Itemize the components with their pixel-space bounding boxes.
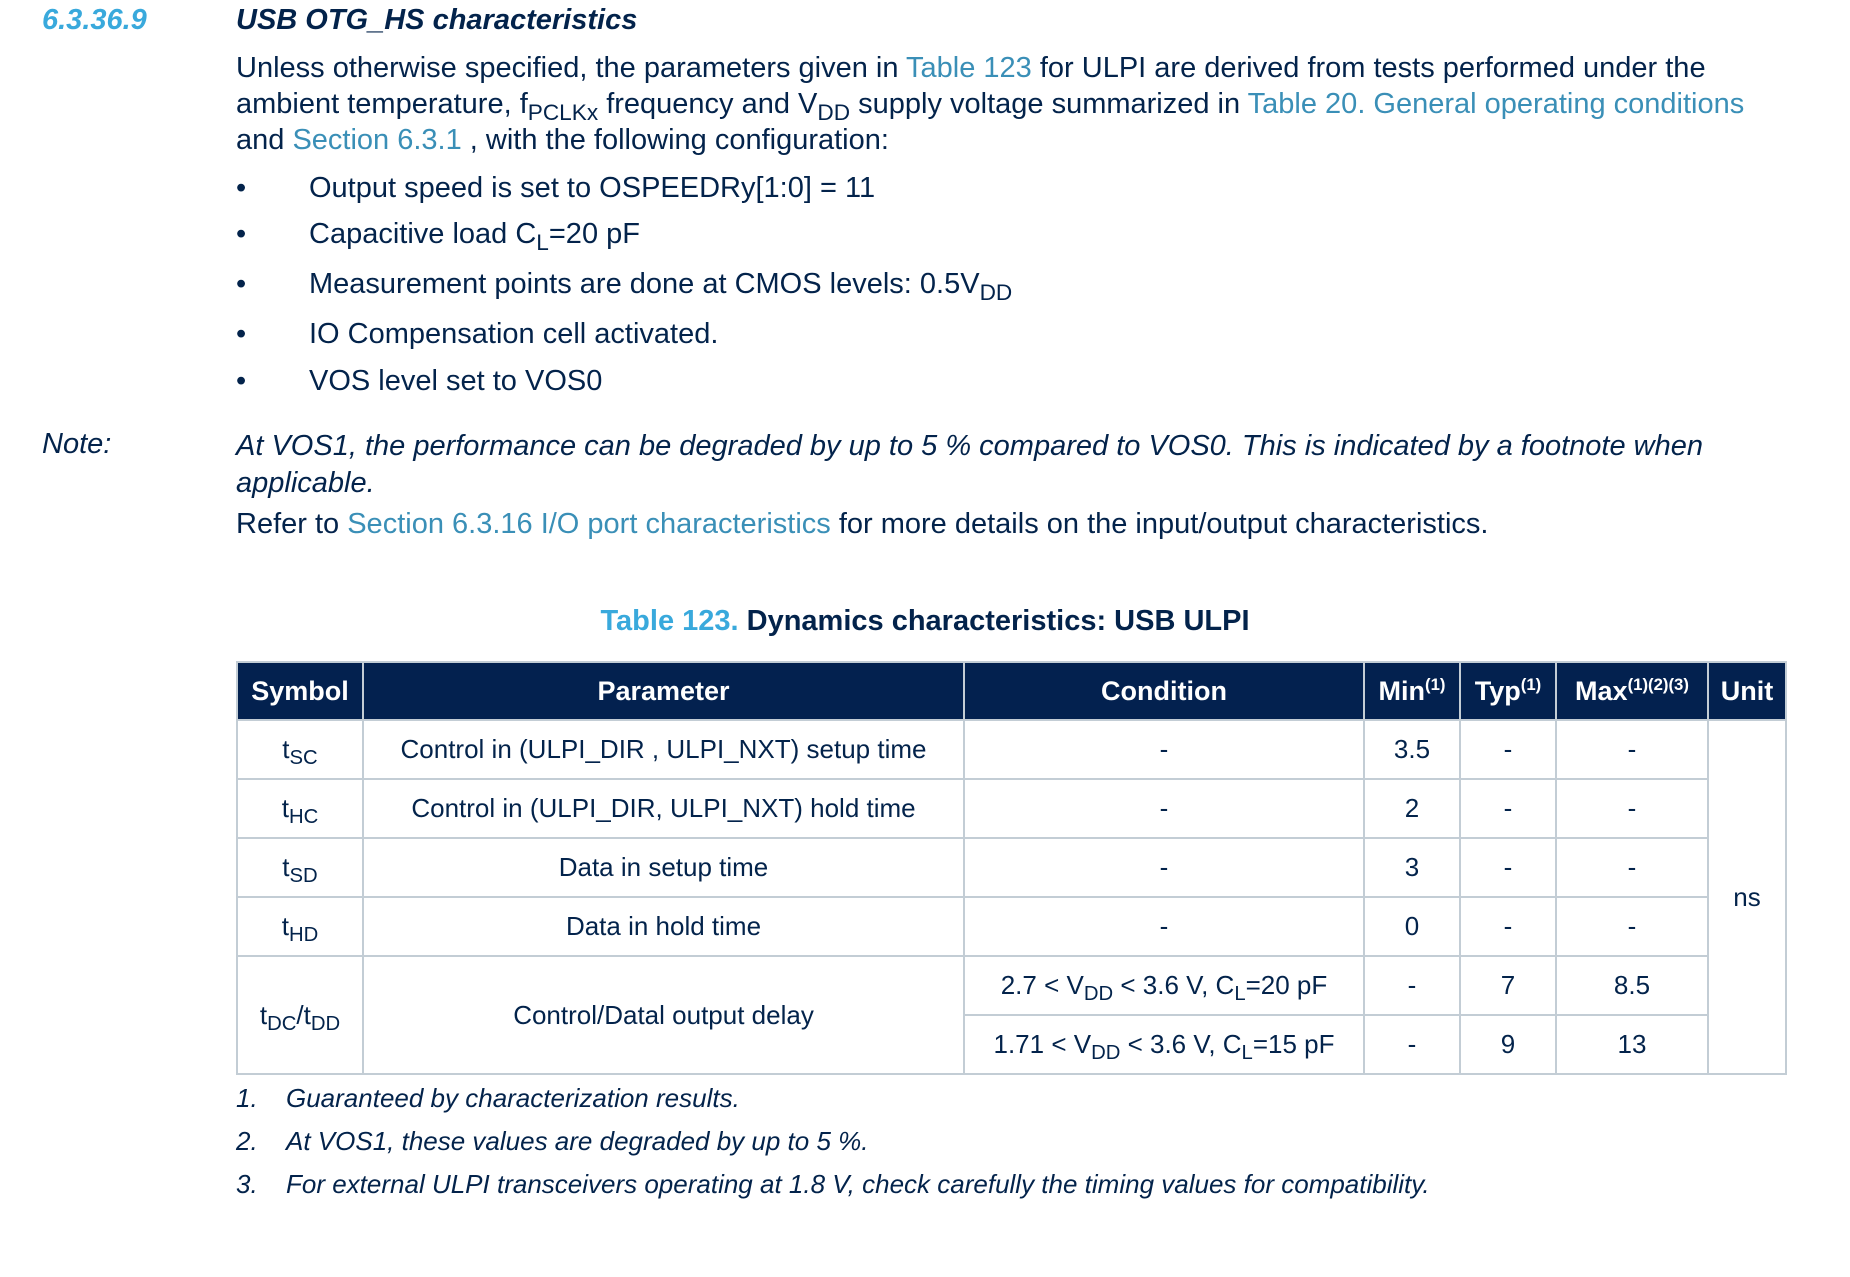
table-row <box>237 838 1786 897</box>
intro-text: and <box>236 124 293 156</box>
cell-condition: - <box>964 838 1364 897</box>
footnote-3: 3. For external ULPI transceivers operating at 1.8 V, check carefully the timing values for compatibility. <box>236 1169 1430 1199</box>
cell-condition: - <box>964 897 1364 956</box>
intro-text: frequency and V <box>598 88 818 120</box>
cell-max: - <box>1556 897 1708 956</box>
bullet-icon: • <box>236 218 247 250</box>
refer-paragraph <box>236 508 1488 541</box>
table-row <box>237 779 1786 838</box>
cell-min: 0 <box>1364 897 1460 956</box>
config-bullet-list <box>236 172 1736 413</box>
bullet-text: Capacitive load $C_L=20$ pF <box>309 218 640 255</box>
cell-min: - <box>1364 1015 1460 1074</box>
table-row <box>237 720 1786 779</box>
cell-parameter: Control in (ULPI_DIR , ULPI_NXT) setup time <box>363 720 964 779</box>
table-header-row <box>237 662 1786 720</box>
cell-parameter: Data in hold time <box>363 897 964 956</box>
intro-text: for ULPI are derived from tests performed under the ambient temperature, f <box>236 52 1706 120</box>
intro-text: Unless otherwise specified, the parameters given in <box>236 52 907 84</box>
cell-typ: - <box>1460 720 1556 779</box>
cell-parameter: Control in (ULPI_DIR, ULPI_NXT) hold time <box>363 779 964 838</box>
cell-max: 8.5 <box>1556 956 1708 1015</box>
header-unit: Unit <box>1708 662 1786 720</box>
cell-symbol: $t_{SC}$ <box>237 720 363 779</box>
cell-condition: - <box>964 779 1364 838</box>
cell-max: - <box>1556 720 1708 779</box>
table-row <box>237 956 1786 1015</box>
cell-condition: $1.71 < V_{DD} < 3.6$ V, $C_L=15$ pF <box>964 1015 1364 1074</box>
bullet-text: Measurement points are done at CMOS levels: $0.5V_{DD}$ <box>309 268 1013 305</box>
table-row <box>237 897 1786 956</box>
cell-min: 3 <box>1364 838 1460 897</box>
bullet-text: Output speed is set to OSPEEDRy[1:0] = 11 <box>309 172 876 204</box>
cell-symbol: $t_{HD}$ <box>237 897 363 956</box>
link-section-6-3-16[interactable]: Section 6.3.16 I/O port characteristics <box>347 508 831 540</box>
bullet-item <box>236 365 1736 413</box>
cell-unit: ns <box>1708 720 1786 1074</box>
cell-parameter: Control/Datal output delay <box>363 956 964 1074</box>
header-condition: Condition <box>964 662 1364 720</box>
cell-max: - <box>1556 838 1708 897</box>
bullet-icon: • <box>236 172 247 204</box>
cell-typ: - <box>1460 897 1556 956</box>
cell-max: 13 <box>1556 1015 1708 1074</box>
refer-text: Refer to <box>236 508 348 540</box>
cell-condition: $2.7 < V_{DD} < 3.6$ V, $C_L=20$ pF <box>964 956 1364 1015</box>
bullet-icon: • <box>236 268 247 300</box>
cell-symbol: $t_{SD}$ <box>237 838 363 897</box>
cell-min: 2 <box>1364 779 1460 838</box>
intro-text: supply voltage summarized in <box>850 88 1248 120</box>
cell-typ: - <box>1460 838 1556 897</box>
usb-ulpi-table <box>236 661 1787 1075</box>
bullet-text: IO Compensation cell activated. <box>309 318 719 350</box>
bullet-icon: • <box>236 365 247 397</box>
cell-min: 3.5 <box>1364 720 1460 779</box>
table-caption <box>0 605 1850 638</box>
table-footnotes <box>236 1083 1736 1212</box>
header-parameter: Parameter <box>363 662 964 720</box>
note-label: Note: <box>42 428 112 460</box>
bullet-item <box>236 172 1736 218</box>
cell-symbol: $t_{HC}$ <box>237 779 363 838</box>
cell-typ: 7 <box>1460 956 1556 1015</box>
link-section-6-3-1[interactable]: Section 6.3.1 <box>292 124 462 156</box>
section-number: 6.3.36.9 <box>42 4 147 36</box>
cell-typ: - <box>1460 779 1556 838</box>
cell-parameter: Data in setup time <box>363 838 964 897</box>
bullet-item <box>236 268 1736 318</box>
link-table-20[interactable]: Table 20. General operating conditions <box>1247 88 1745 120</box>
footnote-2: 2. At VOS1, these values are degraded by up to 5 %. <box>236 1126 869 1156</box>
header-symbol: Symbol <box>237 662 363 720</box>
table-caption-number: Table 123. <box>600 605 739 637</box>
table-caption-title: Dynamics characteristics: USB ULPI <box>738 605 1250 637</box>
subscript: DD <box>817 99 851 125</box>
cell-max: - <box>1556 779 1708 838</box>
refer-text: for more details on the input/output characteristics. <box>830 508 1489 540</box>
link-table-123[interactable]: Table 123 <box>906 52 1032 84</box>
header-min: Min$^{(1)}$ <box>1364 662 1460 720</box>
bullet-item <box>236 318 1736 365</box>
bullet-text: VOS level set to VOS0 <box>309 365 603 397</box>
cell-min: - <box>1364 956 1460 1015</box>
header-typ: Typ$^{(1)}$ <box>1460 662 1556 720</box>
bullet-item <box>236 218 1736 268</box>
cell-condition: - <box>964 720 1364 779</box>
subscript: PCLKx <box>527 99 599 125</box>
footnote-1: 1. Guaranteed by characterization results. <box>236 1083 740 1113</box>
cell-typ: 9 <box>1460 1015 1556 1074</box>
section-title: USB OTG_HS characteristics <box>236 4 638 36</box>
intro-paragraph <box>236 50 1796 158</box>
cell-symbol: $t_{DC}/t_{DD}$ <box>237 956 363 1074</box>
note-text: At VOS1, the performance can be degraded by up to 5 % compared to VOS0. This is indicated by a footnote when applicable. <box>236 430 1703 499</box>
intro-text: , with the following configuration: <box>461 124 889 156</box>
bullet-icon: • <box>236 318 247 350</box>
header-max: Max$^{(1)(2)(3)}$ <box>1556 662 1708 720</box>
